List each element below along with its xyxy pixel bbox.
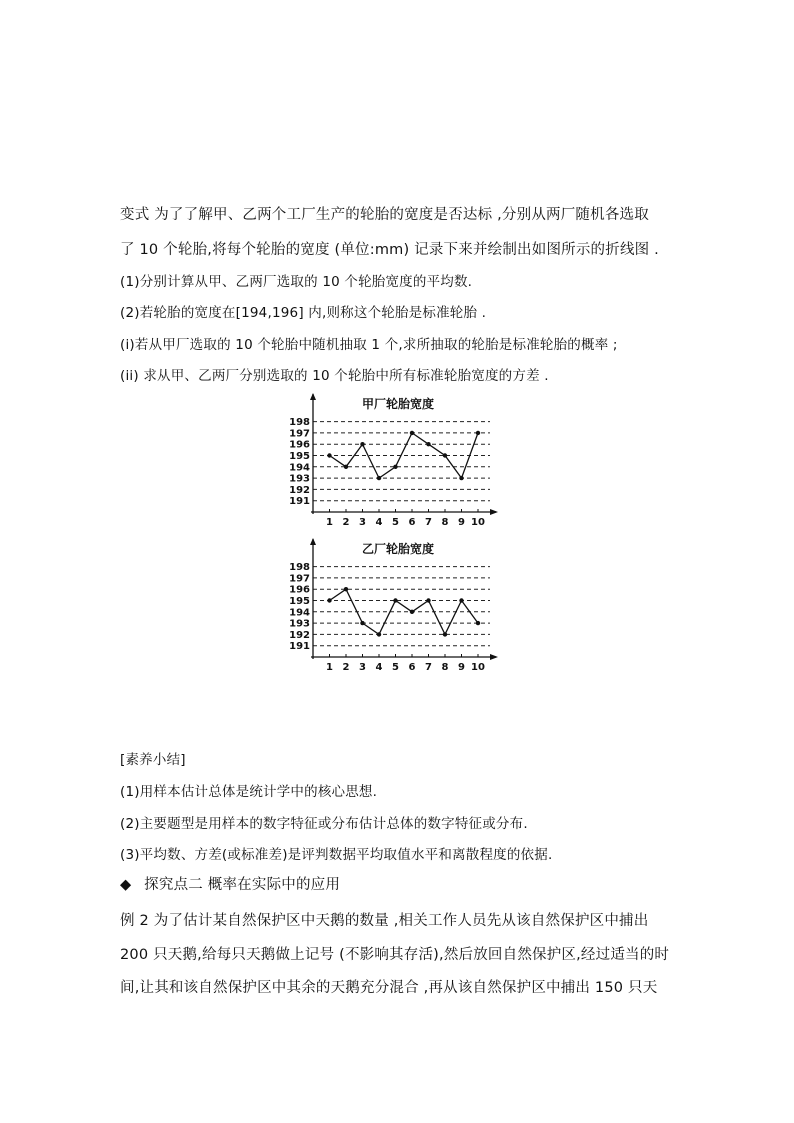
summary-item-3: (3)平均数、方差(或标准差)是评判数据平均取值水平和离散程度的依据. — [120, 847, 553, 863]
x-tick-label: 5 — [392, 517, 399, 528]
section-title: 探究点二 概率在实际中的应用 — [144, 877, 341, 893]
x-axis-arrow-icon — [490, 509, 498, 515]
x-tick-label: 6 — [408, 662, 416, 673]
x-axis-arrow-icon — [490, 654, 498, 660]
data-point — [344, 465, 348, 469]
x-tick-label: 1 — [326, 517, 333, 528]
x-tick-label: 2 — [342, 517, 350, 528]
x-tick-label: 5 — [392, 662, 399, 673]
x-tick-label: 3 — [359, 517, 366, 528]
chart-factory-b-svg — [280, 535, 520, 675]
summary-item-2: (2)主要题型是用样本的数字特征或分布估计总体的数字特征或分布. — [120, 816, 528, 832]
x-tick-label: 3 — [359, 662, 366, 673]
x-tick-label: 7 — [425, 517, 432, 528]
y-tick-label: 196 — [289, 439, 310, 451]
data-point — [410, 610, 414, 614]
chart-factory-b — [280, 535, 520, 679]
y-tick-label: 192 — [289, 484, 310, 496]
y-tick-label: 196 — [289, 584, 310, 596]
chart-factory-a-svg — [280, 390, 520, 530]
data-point — [377, 476, 381, 480]
chart-title: 乙厂轮胎宽度 — [361, 542, 435, 556]
data-point — [360, 621, 364, 625]
problem-line-1: 变式 为了了解甲、乙两个工厂生产的轮胎的宽度是否达标 ,分别从两厂随机各选取 — [120, 207, 649, 223]
x-tick-label: 8 — [441, 517, 449, 528]
example-line-3: 间,让其和该自然保护区中其余的天鹅充分混合 ,再从该自然保护区中捕出 150 只天 — [120, 980, 658, 996]
data-point — [426, 598, 430, 602]
x-tick-label: 4 — [375, 662, 383, 673]
y-tick-label: 194 — [289, 462, 310, 474]
data-point — [393, 465, 397, 469]
x-tick-label: 2 — [342, 662, 350, 673]
x-tick-label: 10 — [471, 517, 485, 528]
y-tick-label: 195 — [289, 596, 310, 607]
y-tick-label: 197 — [289, 428, 310, 440]
y-axis-arrow-icon — [310, 393, 316, 400]
y-tick-label: 198 — [289, 417, 310, 429]
question-2: (2)若轮胎的宽度在[194,196] 内,则称这个轮胎是标准轮胎 . — [120, 305, 487, 321]
y-axis-arrow-icon — [310, 538, 316, 545]
y-tick-label: 193 — [289, 473, 310, 485]
y-tick-label: 191 — [289, 496, 310, 508]
data-point — [443, 453, 447, 457]
y-tick-label: 193 — [289, 618, 310, 630]
data-point — [476, 621, 480, 625]
diamond-bullet-icon: ◆ — [120, 877, 132, 893]
problem-line-2: 了 10 个轮胎,将每个轮胎的宽度 (单位:mm) 记录下来并绘制出如图所示的折线图 . — [120, 242, 659, 258]
example-line-1: 例 2 为了估计某自然保护区中天鹅的数量 ,相关工作人员先从该自然保护区中捕出 — [120, 913, 649, 929]
data-point — [443, 632, 447, 636]
data-point — [327, 598, 331, 602]
y-tick-label: 192 — [289, 629, 310, 641]
chart-factory-a — [280, 390, 520, 534]
section-header — [120, 873, 340, 894]
data-point — [327, 453, 331, 457]
question-1: (1)分别计算从甲、乙两厂选取的 10 个轮胎宽度的平均数. — [120, 274, 473, 290]
x-tick-label: 1 — [326, 662, 333, 673]
x-tick-label: 6 — [408, 517, 416, 528]
x-tick-label: 7 — [425, 662, 432, 673]
y-tick-label: 195 — [289, 451, 310, 462]
x-tick-label: 9 — [458, 662, 465, 673]
data-point — [360, 442, 364, 446]
x-tick-label: 4 — [375, 517, 383, 528]
summary-item-1: (1)用样本估计总体是统计学中的核心思想. — [120, 784, 378, 800]
y-tick-label: 191 — [289, 641, 310, 653]
x-tick-label: 8 — [441, 662, 449, 673]
x-tick-label: 9 — [458, 517, 465, 528]
data-point — [476, 431, 480, 435]
chart-title: 甲厂轮胎宽度 — [361, 397, 435, 411]
y-tick-label: 197 — [289, 573, 310, 585]
y-tick-label: 198 — [289, 562, 310, 574]
data-point — [410, 431, 414, 435]
question-2-i: (i)若从甲厂选取的 10 个轮胎中随机抽取 1 个,求所抽取的轮胎是标准轮胎的概率 ; — [120, 337, 618, 353]
data-point — [459, 476, 463, 480]
data-point — [426, 442, 430, 446]
data-point — [344, 587, 348, 591]
data-point — [459, 598, 463, 602]
summary-heading: [素养小结] — [120, 752, 186, 768]
question-2-ii: (ii) 求从甲、乙两厂分别选取的 10 个轮胎中所有标准轮胎宽度的方差 . — [120, 368, 549, 384]
data-point — [377, 632, 381, 636]
x-tick-label: 10 — [471, 662, 485, 673]
example-line-2: 200 只天鹅,给每只天鹅做上记号 (不影响其存活),然后放回自然保护区,经过适当的时 — [120, 947, 670, 963]
data-point — [393, 598, 397, 602]
y-tick-label: 194 — [289, 607, 310, 619]
